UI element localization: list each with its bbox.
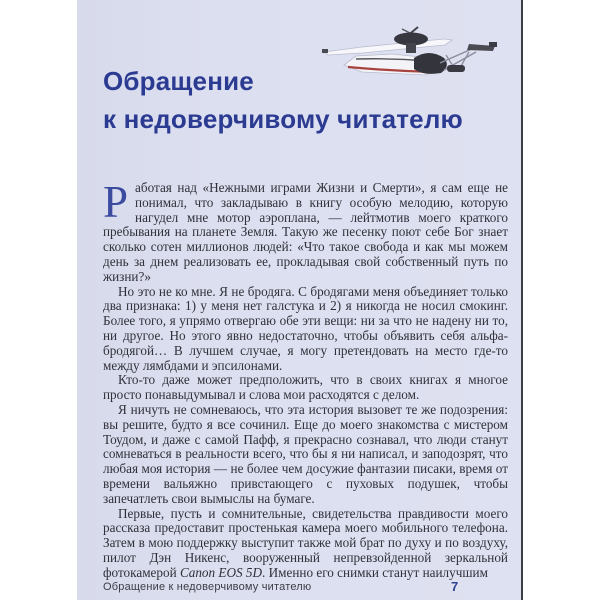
chapter-title [103,62,463,138]
body-text [103,177,508,581]
page-footer [103,579,508,597]
chapter-title-line2: к недоверчивому читателю [103,104,463,134]
paragraph-5-text-before: Первые, пусть и сомнительные, свидетельства правдивости моего рассказа предоставит простенькая камера моего мобильного телефона. Затем в мою поддержку выступит также мой брат по духу и по воздуху, пилот Дэн Никенс, вооруженный непревзойденной зеркальной фотокамерой [103,505,508,580]
page-number: 7 [451,579,459,594]
paragraph-2: Но это не ко мне. Я не бродяга. С бродягами меня объединяет только два признака: 1) у меня нет галстука и 2) я никогда не носил смокинг. Более того, я упрямо отвергаю обе эти вещи: ни за что не надену ни то, ни другое. Но этого явно недостаточно, чтобы объявить себя альфа-бродягой… В лучшем случае, я могу претендовать на место где-то между лямбдами и эпсилонами. [103,283,508,373]
paragraph-5-text-after: . Именно его снимки станут наилучшим [262,564,488,580]
engine-mount-shape [406,43,416,53]
drop-cap: Р [103,177,129,227]
paragraph-4: Я ничуть не сомневаюсь, что эта история вызовет те же подозрения: вы решите, будто я все сочинил. Еще до моего знакомства с мистером Тоудом, и даже с самой Пафф, я прекрасно сознавал, что люди станут сомневаться в реальности всего, что бы я ни написал, и заподозрят, что любая моя история — не более чем досужие фантазии писаки, время от времени вальяжно привстающего с пуховых подушек, чтобы запечатлеть свои вымыслы на бумаге. [103,401,508,506]
paragraph-3: Кто-то даже может предположить, что в своих книгах я многое просто понавыдумывал и слова мои расходятся с делом. [103,372,508,403]
chapter-title-line1: Обращение [103,66,254,96]
wing-shape [322,39,452,55]
running-title: Обращение к недоверчивому читателю [103,581,312,593]
paragraph-1 [103,177,508,285]
paragraph-5 [103,507,508,581]
paragraph-1-text: аботая над «Нежными играми Жизни и Смерти», я сам еще не понимал, что закладываю в книгу особую мелодию, которую нагудел мне мотор аэроплана, — лейтмотив моего краткого пребывания на планете Земля. Такую же песенку поют себе Бог знает сколько сотен миллионов людей: «Что такое свобода и как мы можем день за днем реализовать ее, прокладывая свой собственный путь по жизни?» [103,180,508,284]
book-page [77,0,523,600]
camera-model: Canon EOS 5D [179,564,263,580]
